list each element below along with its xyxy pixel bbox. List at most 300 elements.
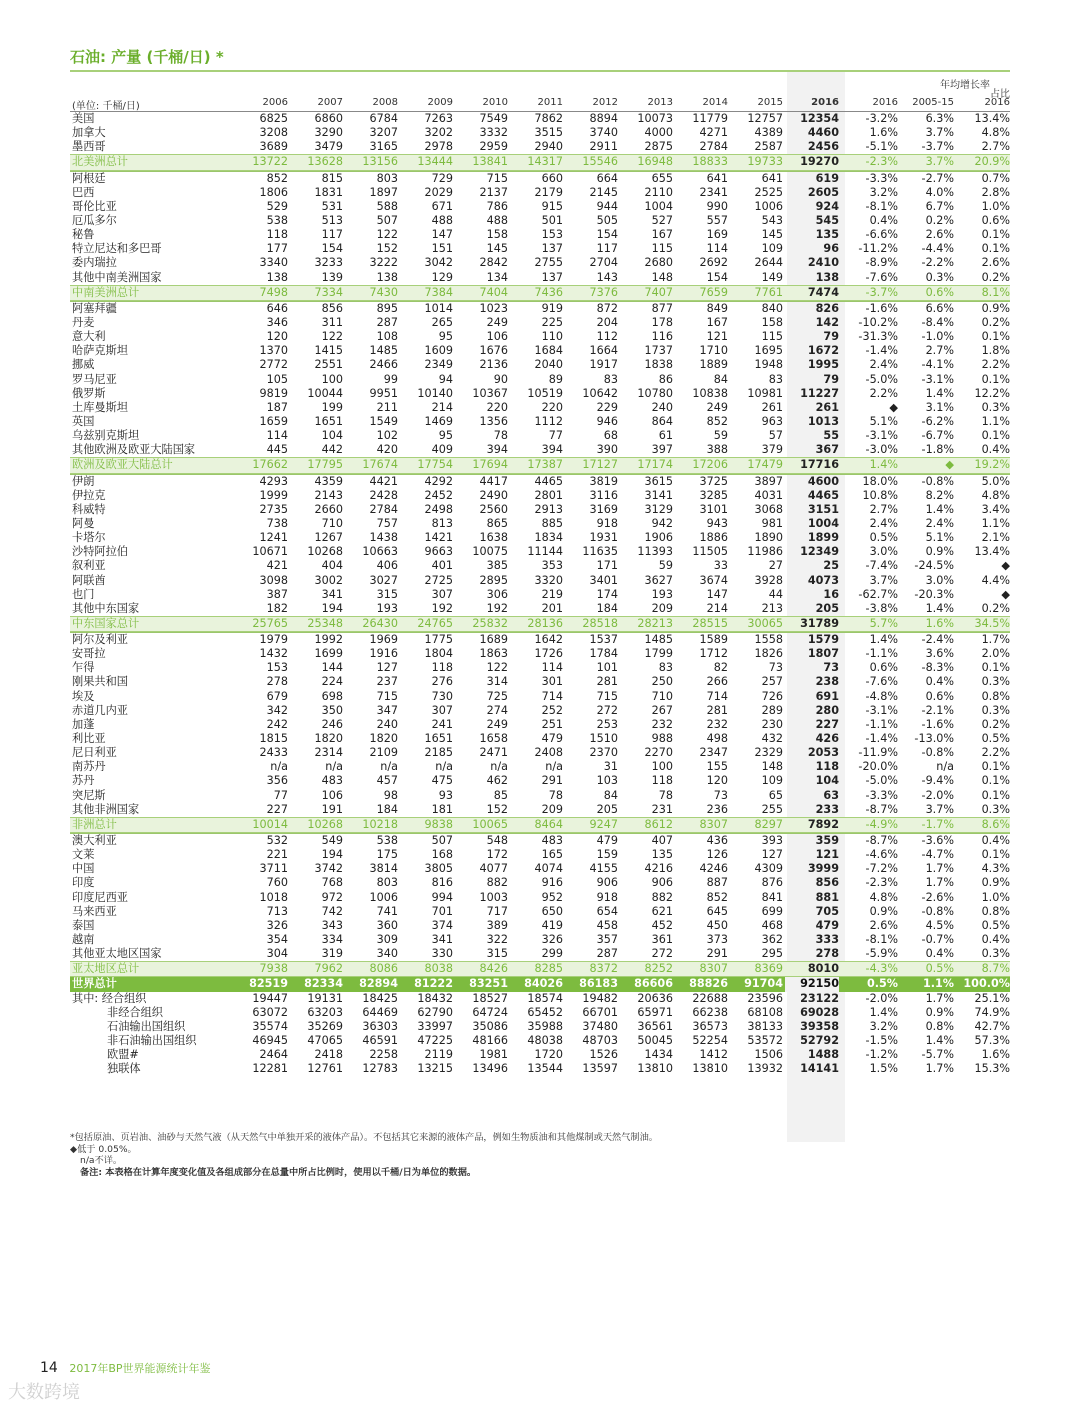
cell-value: 4000 xyxy=(644,126,673,140)
cell-value: 4421 xyxy=(369,474,398,488)
table-row xyxy=(70,1006,1010,1020)
cell-value: 126 xyxy=(706,848,728,862)
cell-value: 462 xyxy=(486,774,508,788)
cell-value: 2179 xyxy=(534,185,563,199)
cell-growth-2016: 2.7% xyxy=(869,502,898,516)
cell-value: 20636 xyxy=(637,991,673,1005)
row-label: 澳大利亚 xyxy=(72,834,117,848)
cell-value: 840 xyxy=(761,301,783,315)
cell-value: 18833 xyxy=(692,155,728,169)
cell-value: 1826 xyxy=(754,647,783,661)
cell-growth-0515: 6.6% xyxy=(925,301,954,315)
row-label: 石油输出国组织 xyxy=(107,1019,186,1033)
cell-value: 57 xyxy=(768,429,783,443)
cell-2016: 142 xyxy=(815,315,839,329)
cell-2016: 25 xyxy=(823,559,839,573)
table-row xyxy=(70,358,1010,372)
year-header-2016: 2016 xyxy=(811,97,839,108)
cell-value: 872 xyxy=(596,301,618,315)
cell-value: 13544 xyxy=(527,1062,563,1076)
cell-value: 267 xyxy=(651,703,673,717)
cell-value: 738 xyxy=(266,516,288,530)
cell-value: 3042 xyxy=(424,256,453,270)
cell-growth-2016: -1.4% xyxy=(865,344,898,358)
cell-value: 362 xyxy=(761,933,783,947)
table-row xyxy=(70,992,1010,1006)
cell-value: 1510 xyxy=(589,732,618,746)
cell-value: 83251 xyxy=(469,977,508,991)
cell-growth-0515: 0.8% xyxy=(925,1019,954,1033)
cell-value: 7938 xyxy=(259,962,288,976)
cell-value: 479 xyxy=(596,834,618,848)
cell-value: 114 xyxy=(706,242,728,256)
cell-value: 3740 xyxy=(589,126,618,140)
cell-value: 742 xyxy=(321,904,343,918)
cell-share: 0.1% xyxy=(981,429,1010,443)
cell-value: 137 xyxy=(541,242,563,256)
cell-value: 379 xyxy=(761,443,783,457)
cell-growth-0515: 2.4% xyxy=(925,516,954,530)
table-row xyxy=(70,126,1010,140)
cell-share: 0.3% xyxy=(981,675,1010,689)
cell-value: 6825 xyxy=(259,112,288,125)
cell-value: 419 xyxy=(541,918,563,932)
row-label: 非经合组织 xyxy=(107,1005,163,1019)
cell-value: 432 xyxy=(761,732,783,746)
cell-growth-2016: -3.3% xyxy=(865,171,898,185)
cell-value: 86606 xyxy=(634,977,673,991)
cell-value: 713 xyxy=(266,904,288,918)
cell-value: 458 xyxy=(596,918,618,932)
cell-value: 729 xyxy=(431,171,453,185)
cell-value: 220 xyxy=(486,400,508,414)
cell-value: 803 xyxy=(376,876,398,890)
cell-value: 394 xyxy=(541,443,563,457)
cell-value: 73 xyxy=(713,788,728,802)
cell-value: 227 xyxy=(266,802,288,816)
cell-value: 1014 xyxy=(424,301,453,315)
table-row xyxy=(70,704,1010,718)
cell-value: 2137 xyxy=(479,185,508,199)
cell-value: 10268 xyxy=(307,545,343,559)
cell-value: 943 xyxy=(706,516,728,530)
cell-value: 2349 xyxy=(424,358,453,372)
cell-value: 257 xyxy=(761,675,783,689)
cell-value: 3101 xyxy=(699,502,728,516)
cell-growth-2016: -3.7% xyxy=(865,285,898,299)
cell-value: 1806 xyxy=(259,185,288,199)
cell-value: 548 xyxy=(486,834,508,848)
cell-value: 28518 xyxy=(582,616,618,630)
cell-2016: 205 xyxy=(815,601,839,615)
cell-value: 342 xyxy=(266,703,288,717)
cell-share: 0.4% xyxy=(981,443,1010,457)
cell-value: 10663 xyxy=(362,545,398,559)
world-total-row xyxy=(70,977,1010,991)
cell-share: 2.0% xyxy=(981,647,1010,661)
cell-growth-2016: -7.2% xyxy=(865,862,898,876)
page-footer xyxy=(40,1360,211,1376)
cell-value: 3515 xyxy=(534,126,563,140)
cell-value: 127 xyxy=(376,661,398,675)
table-row xyxy=(70,919,1010,933)
cell-value: 841 xyxy=(761,890,783,904)
cell-share: 0.3% xyxy=(981,400,1010,414)
cell-value: 8612 xyxy=(644,817,673,831)
cell-value: 11505 xyxy=(692,545,728,559)
cell-value: 915 xyxy=(541,199,563,213)
cell-value: 38133 xyxy=(747,1019,783,1033)
cell-value: 347 xyxy=(376,703,398,717)
region-total-row xyxy=(70,961,1010,977)
cell-value: 507 xyxy=(376,213,398,227)
cell-value: 1664 xyxy=(589,344,618,358)
cell-value: 33 xyxy=(713,559,728,573)
cell-value: 194 xyxy=(321,848,343,862)
cell-value: 240 xyxy=(376,717,398,731)
cell-value: 86 xyxy=(658,372,673,386)
cell-value: 153 xyxy=(266,661,288,675)
cell-value: 8252 xyxy=(644,962,673,976)
cell-2016: 7892 xyxy=(807,817,839,831)
cell-value: n/a xyxy=(270,760,288,774)
cell-2016: 92150 xyxy=(785,977,839,991)
cell-share: 0.6% xyxy=(981,213,1010,227)
cell-value: 12783 xyxy=(362,1062,398,1076)
cell-value: 350 xyxy=(321,703,343,717)
cell-growth-0515: 0.6% xyxy=(925,285,954,299)
cell-value: 946 xyxy=(596,414,618,428)
cell-growth-0515: 3.7% xyxy=(925,155,954,169)
cell-value: 406 xyxy=(376,559,398,573)
cell-value: 7761 xyxy=(754,285,783,299)
cell-value: 2428 xyxy=(369,488,398,502)
cell-value: 3116 xyxy=(589,488,618,502)
cell-value: 2433 xyxy=(259,746,288,760)
growth-rate-label: 年均增长率 xyxy=(940,80,990,91)
cell-2016: 227 xyxy=(815,717,839,731)
cell-2016: 135 xyxy=(815,228,839,242)
cell-growth-0515: -1.7% xyxy=(921,817,954,831)
cell-2016: 104 xyxy=(815,774,839,788)
cell-value: 64724 xyxy=(472,1005,508,1019)
cell-2016: 19270 xyxy=(800,155,839,169)
cell-growth-0515: -8.4% xyxy=(921,315,954,329)
row-label: 非洲总计 xyxy=(72,817,117,831)
cell-growth-0515: 0.2% xyxy=(925,213,954,227)
cell-value: 389 xyxy=(486,918,508,932)
cell-growth-0515: -20.3% xyxy=(914,587,954,601)
cell-value: 1415 xyxy=(314,344,343,358)
cell-2016: 69028 xyxy=(800,1005,839,1019)
cell-growth-0515: -1.6% xyxy=(921,717,954,731)
cell-growth-0515: ◆ xyxy=(945,458,954,472)
cell-value: 394 xyxy=(486,443,508,457)
cell-value: 291 xyxy=(541,774,563,788)
cell-value: 265 xyxy=(431,315,453,329)
cell-value: 513 xyxy=(321,213,343,227)
cell-growth-0515: 5.1% xyxy=(925,531,954,545)
table-row xyxy=(70,848,1010,862)
cell-value: 981 xyxy=(761,516,783,530)
cell-value: 174 xyxy=(596,587,618,601)
cell-value: 122 xyxy=(486,661,508,675)
cell-growth-0515: 1.1% xyxy=(922,977,954,991)
cell-value: 2258 xyxy=(369,1048,398,1062)
row-label: 乍得 xyxy=(72,661,95,675)
cell-value: 488 xyxy=(431,213,453,227)
cell-value: 154 xyxy=(596,228,618,242)
cell-value: 864 xyxy=(651,414,673,428)
cell-value: 4246 xyxy=(699,862,728,876)
table-row xyxy=(70,602,1010,616)
cell-value: 139 xyxy=(321,270,343,284)
cell-value: 3897 xyxy=(754,474,783,488)
table-row xyxy=(70,387,1010,401)
cell-value: 2329 xyxy=(754,746,783,760)
cell-2016: 17716 xyxy=(800,458,839,472)
cell-value: 919 xyxy=(541,301,563,315)
cell-growth-0515: -2.4% xyxy=(921,633,954,647)
cell-value: 13496 xyxy=(472,1062,508,1076)
cell-value: 261 xyxy=(761,400,783,414)
cell-value: 8038 xyxy=(424,962,453,976)
cell-value: 1726 xyxy=(534,647,563,661)
table-row xyxy=(70,429,1010,443)
share-year-header: 2016 xyxy=(984,97,1010,108)
table-row xyxy=(70,1034,1010,1048)
cell-value: 710 xyxy=(651,689,673,703)
cell-growth-0515: -3.1% xyxy=(921,372,954,386)
cell-value: 37480 xyxy=(582,1019,618,1033)
cell-growth-2016: -2.3% xyxy=(865,155,898,169)
cell-value: 184 xyxy=(596,601,618,615)
cell-value: 138 xyxy=(376,270,398,284)
cell-value: 65 xyxy=(768,788,783,802)
cell-growth-2016: 1.4% xyxy=(869,1005,898,1019)
cell-value: 3814 xyxy=(369,862,398,876)
cell-growth-0515: -0.7% xyxy=(921,933,954,947)
cell-value: 10073 xyxy=(637,112,673,125)
cell-value: 304 xyxy=(266,947,288,961)
cell-value: 1658 xyxy=(479,732,508,746)
cell-2016: 79 xyxy=(823,330,839,344)
row-label: 厄瓜多尔 xyxy=(72,213,117,227)
cell-share: 0.5% xyxy=(981,918,1010,932)
table-row xyxy=(70,774,1010,788)
cell-value: 274 xyxy=(486,703,508,717)
cell-value: 3027 xyxy=(369,573,398,587)
row-label: 安哥拉 xyxy=(72,647,106,661)
cell-value: 2145 xyxy=(589,185,618,199)
cell-value: 118 xyxy=(651,774,673,788)
cell-share: 1.0% xyxy=(981,199,1010,213)
row-label: 加拿大 xyxy=(72,126,106,140)
cell-share: 1.1% xyxy=(981,414,1010,428)
cell-value: 664 xyxy=(596,171,618,185)
cell-value: 181 xyxy=(431,802,453,816)
cell-growth-2016: -11.9% xyxy=(858,746,898,760)
table-row xyxy=(70,344,1010,358)
cell-value: 1737 xyxy=(644,344,673,358)
cell-value: 7404 xyxy=(479,285,508,299)
cell-value: 8426 xyxy=(479,962,508,976)
cell-value: 4293 xyxy=(259,474,288,488)
cell-value: 36303 xyxy=(362,1019,398,1033)
cell-value: 7549 xyxy=(479,112,508,125)
cell-value: 2940 xyxy=(534,140,563,154)
cell-value: 2370 xyxy=(589,746,618,760)
cell-growth-0515: 0.9% xyxy=(925,1005,954,1019)
cell-2016: 16 xyxy=(823,587,839,601)
cell-value: 154 xyxy=(706,270,728,284)
cell-value: 103 xyxy=(596,774,618,788)
cell-value: 2452 xyxy=(424,488,453,502)
cell-value: 2471 xyxy=(479,746,508,760)
cell-value: 137 xyxy=(541,270,563,284)
row-label: 美国 xyxy=(72,112,95,125)
cell-value: 9663 xyxy=(424,545,453,559)
cell-value: 108 xyxy=(376,330,398,344)
cell-value: 1897 xyxy=(369,185,398,199)
cell-value: 17795 xyxy=(307,458,343,472)
cell-share: 4.8% xyxy=(981,488,1010,502)
row-label: 亚太地区总计 xyxy=(72,962,140,976)
cell-value: 1720 xyxy=(534,1048,563,1062)
cell-value: 994 xyxy=(431,890,453,904)
cell-growth-2016: -5.1% xyxy=(865,140,898,154)
cell-value: 7376 xyxy=(589,285,618,299)
cell-value: 2587 xyxy=(754,140,783,154)
cell-value: 2110 xyxy=(644,185,673,199)
cell-growth-2016: -8.7% xyxy=(865,834,898,848)
cell-value: 1370 xyxy=(259,344,288,358)
cell-value: 13841 xyxy=(472,155,508,169)
cell-value: 153 xyxy=(541,228,563,242)
cell-share: 0.2% xyxy=(981,717,1010,731)
cell-growth-0515: -4.4% xyxy=(921,242,954,256)
row-label: 阿塞拜疆 xyxy=(72,301,117,315)
cell-2016: 261 xyxy=(815,400,839,414)
cell-value: 698 xyxy=(321,689,343,703)
cell-value: 94 xyxy=(438,372,453,386)
cell-value: 98 xyxy=(383,788,398,802)
cell-value: 33997 xyxy=(417,1019,453,1033)
cell-2016: 691 xyxy=(815,689,839,703)
cell-value: 3207 xyxy=(369,126,398,140)
cell-value: 47225 xyxy=(417,1034,453,1047)
row-label: 特立尼达和多巴哥 xyxy=(72,242,162,256)
cell-growth-0515: 1.4% xyxy=(925,601,954,615)
row-label: 伊拉克 xyxy=(72,488,106,502)
cell-value: 768 xyxy=(321,876,343,890)
table-row xyxy=(70,690,1010,704)
cell-value: 68108 xyxy=(747,1005,783,1019)
cell-value: 538 xyxy=(266,213,288,227)
cell-value: 507 xyxy=(431,834,453,848)
cell-value: 1712 xyxy=(699,647,728,661)
cell-value: 109 xyxy=(761,242,783,256)
cell-2016: 924 xyxy=(815,199,839,213)
cell-value: 2913 xyxy=(534,502,563,516)
cell-growth-0515: 1.7% xyxy=(925,1062,954,1076)
cell-value: 95 xyxy=(438,429,453,443)
cell-value: 457 xyxy=(376,774,398,788)
table-row xyxy=(70,588,1010,602)
cell-value: 2704 xyxy=(589,256,618,270)
cell-value: 62790 xyxy=(417,1005,453,1019)
row-label: 沙特阿拉伯 xyxy=(72,545,128,559)
row-label: 乌兹别克斯坦 xyxy=(72,429,140,443)
cell-2016: 52792 xyxy=(800,1034,839,1047)
cell-growth-0515: -4.7% xyxy=(921,848,954,862)
cell-value: 8307 xyxy=(699,962,728,976)
cell-value: 7962 xyxy=(314,962,343,976)
cell-share: 0.9% xyxy=(981,301,1010,315)
cell-value: 3340 xyxy=(259,256,288,270)
cell-share: 57.3% xyxy=(974,1034,1010,1047)
cell-share: 19.2% xyxy=(974,458,1010,472)
cell-value: 118 xyxy=(266,228,288,242)
cell-value: 4465 xyxy=(534,474,563,488)
cell-value: 30065 xyxy=(747,616,783,630)
cell-value: 9838 xyxy=(424,817,453,831)
cell-share: 5.0% xyxy=(981,474,1010,488)
cell-value: 2978 xyxy=(424,140,453,154)
cell-growth-2016: 2.4% xyxy=(869,358,898,372)
cell-2016: 73 xyxy=(823,661,839,675)
cell-value: 251 xyxy=(541,717,563,731)
cell-value: 452 xyxy=(651,918,673,932)
table-row xyxy=(70,803,1010,817)
cell-value: 28136 xyxy=(527,616,563,630)
cell-value: 942 xyxy=(651,516,673,530)
cell-2016: 1807 xyxy=(807,647,839,661)
cell-value: 715 xyxy=(596,689,618,703)
cell-value: 229 xyxy=(596,400,618,414)
cell-value: 2911 xyxy=(589,140,618,154)
cell-value: 645 xyxy=(706,904,728,918)
cell-value: 1889 xyxy=(699,358,728,372)
table-row xyxy=(70,1062,1010,1076)
cell-value: 64469 xyxy=(362,1005,398,1019)
cell-value: 882 xyxy=(651,890,673,904)
cell-2016: 31789 xyxy=(800,616,839,630)
cell-share: 100.0% xyxy=(963,977,1010,991)
row-label: 苏丹 xyxy=(72,774,95,788)
cell-value: 450 xyxy=(706,918,728,932)
cell-value: 167 xyxy=(651,228,673,242)
row-label: 泰国 xyxy=(72,918,95,932)
cell-value: 44 xyxy=(768,587,783,601)
cell-value: 326 xyxy=(266,918,288,932)
cell-value: 725 xyxy=(486,689,508,703)
cell-value: 1003 xyxy=(479,890,508,904)
row-label: 尼日利亚 xyxy=(72,746,117,760)
cell-value: 61 xyxy=(658,429,673,443)
cell-growth-0515: 3.7% xyxy=(925,802,954,816)
cell-value: 816 xyxy=(431,876,453,890)
cell-value: 152 xyxy=(376,242,398,256)
cell-value: 4077 xyxy=(479,862,508,876)
cell-value: 2725 xyxy=(424,573,453,587)
cell-value: 10367 xyxy=(472,386,508,400)
cell-value: 641 xyxy=(761,171,783,185)
cell-growth-2016: -4.9% xyxy=(865,817,898,831)
row-label: 秘鲁 xyxy=(72,228,95,242)
cell-value: 90 xyxy=(493,372,508,386)
cell-value: 59 xyxy=(713,429,728,443)
